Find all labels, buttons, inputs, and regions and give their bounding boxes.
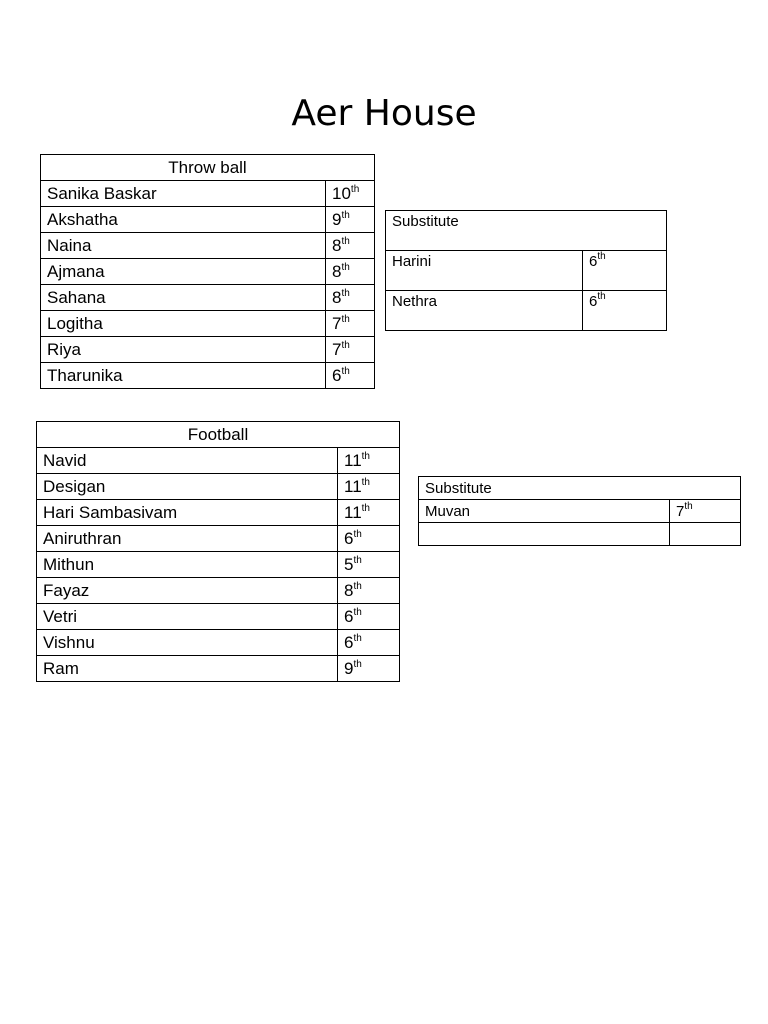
player-grade: 9th bbox=[326, 207, 375, 233]
player-grade: 8th bbox=[338, 578, 400, 604]
table-row bbox=[37, 604, 400, 630]
table-row bbox=[37, 474, 400, 500]
player-name: Hari Sambasivam bbox=[37, 500, 338, 526]
table-row bbox=[37, 578, 400, 604]
player-name: Sanika Baskar bbox=[41, 181, 326, 207]
player-grade: 6th bbox=[583, 291, 667, 331]
player-name: Muvan bbox=[419, 500, 670, 523]
table-row bbox=[41, 259, 375, 285]
football-table bbox=[36, 421, 400, 682]
player-grade: 8th bbox=[326, 233, 375, 259]
table-row bbox=[37, 656, 400, 682]
player-name: Harini bbox=[386, 251, 583, 291]
player-grade: 8th bbox=[326, 259, 375, 285]
player-name: Ajmana bbox=[41, 259, 326, 285]
player-grade: 6th bbox=[338, 526, 400, 552]
throwball-table bbox=[40, 154, 375, 389]
player-name: Aniruthran bbox=[37, 526, 338, 552]
player-name: Logitha bbox=[41, 311, 326, 337]
throwball-substitute-table bbox=[385, 210, 667, 331]
player-name: Desigan bbox=[37, 474, 338, 500]
table-row bbox=[37, 630, 400, 656]
player-grade: 11th bbox=[338, 500, 400, 526]
table-row bbox=[386, 291, 667, 331]
player-name: Akshatha bbox=[41, 207, 326, 233]
player-grade: 7th bbox=[326, 311, 375, 337]
player-grade: 10th bbox=[326, 181, 375, 207]
player-name: Vetri bbox=[37, 604, 338, 630]
player-name: Ram bbox=[37, 656, 338, 682]
table-row bbox=[386, 251, 667, 291]
throwball-heading: Throw ball bbox=[41, 155, 375, 181]
table-row bbox=[37, 448, 400, 474]
player-name: Riya bbox=[41, 337, 326, 363]
substitute-heading: Substitute bbox=[386, 211, 667, 251]
player-name: Nethra bbox=[386, 291, 583, 331]
player-grade: 7th bbox=[326, 337, 375, 363]
table-row bbox=[37, 526, 400, 552]
player-grade: 8th bbox=[326, 285, 375, 311]
table-row bbox=[41, 181, 375, 207]
player-grade: 6th bbox=[326, 363, 375, 389]
player-name: Navid bbox=[37, 448, 338, 474]
table-row bbox=[41, 207, 375, 233]
player-grade: 11th bbox=[338, 474, 400, 500]
table-row bbox=[419, 523, 741, 546]
table-row bbox=[37, 552, 400, 578]
player-name: Vishnu bbox=[37, 630, 338, 656]
player-grade: 6th bbox=[338, 630, 400, 656]
player-name: Naina bbox=[41, 233, 326, 259]
substitute-heading: Substitute bbox=[419, 477, 741, 500]
table-row bbox=[41, 233, 375, 259]
player-grade: 7th bbox=[670, 500, 741, 523]
player-grade: 9th bbox=[338, 656, 400, 682]
football-substitute-table bbox=[418, 476, 741, 546]
football-heading: Football bbox=[37, 422, 400, 448]
player-grade: 11th bbox=[338, 448, 400, 474]
player-grade bbox=[670, 523, 741, 546]
player-name: Sahana bbox=[41, 285, 326, 311]
player-name bbox=[419, 523, 670, 546]
table-row bbox=[41, 285, 375, 311]
table-row bbox=[41, 363, 375, 389]
player-grade: 6th bbox=[583, 251, 667, 291]
table-row bbox=[41, 337, 375, 363]
player-grade: 6th bbox=[338, 604, 400, 630]
table-row bbox=[41, 311, 375, 337]
table-row bbox=[419, 500, 741, 523]
player-grade: 5th bbox=[338, 552, 400, 578]
page-title: Aer House bbox=[291, 93, 477, 134]
player-name: Mithun bbox=[37, 552, 338, 578]
table-row bbox=[37, 500, 400, 526]
player-name: Fayaz bbox=[37, 578, 338, 604]
player-name: Tharunika bbox=[41, 363, 326, 389]
